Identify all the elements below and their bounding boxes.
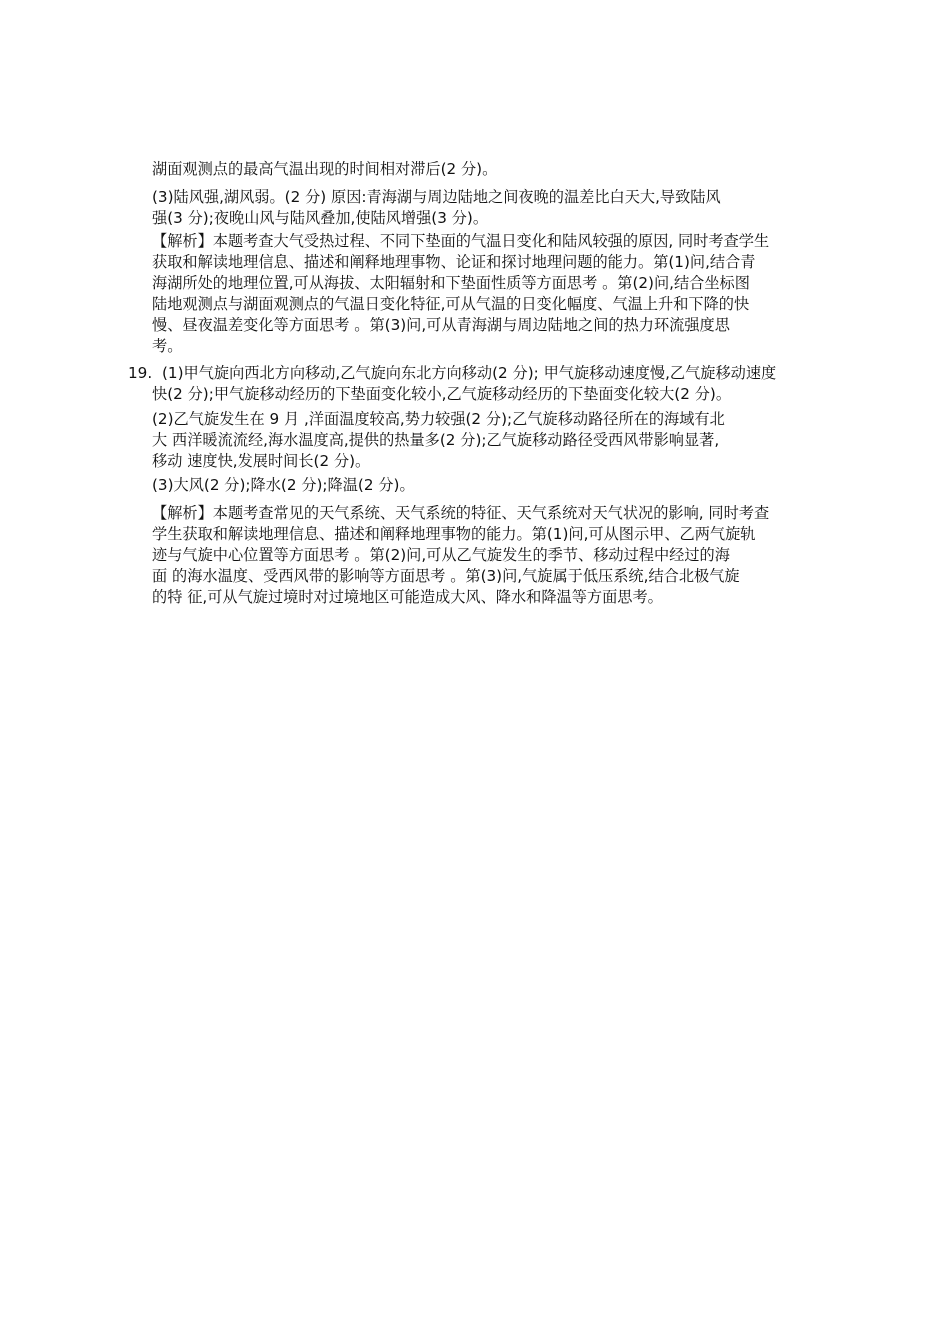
text-line: 获取和解读地理信息、描述和阐释地理事物、论证和探讨地理问题的能力。第(1)问,结合青 (152, 253, 756, 271)
text-line: 湖面观测点的最高气温出现的时间相对滞后(2 分)。 (152, 160, 498, 178)
analysis-18 (152, 231, 832, 357)
text-line: (1)甲气旋向西北方向移动,乙气旋向东北方向移动(2 分); 甲气旋移动速度慢,乙气旋移动速度 (162, 364, 777, 382)
text-line: 【解析】本题考查常见的天气系统、天气系统的特征、天气系统对天气状况的影响, 同时考查 (152, 504, 770, 522)
text-line: 学生获取和解读地理信息、描述和阐释地理事物的能力。第(1)问,可从图示甲、乙两气旋轨 (152, 525, 756, 543)
analysis-19 (152, 503, 832, 608)
answer-18-2-continuation (152, 159, 832, 180)
answer-19-1 (152, 363, 842, 405)
text-line: 陆地观测点与湖面观测点的气温日变化特征,可从气温的日变化幅度、气温上升和下降的快 (152, 295, 750, 313)
text-line: 移动 速度快,发展时间长(2 分)。 (152, 452, 371, 470)
text-line: 大 西洋暖流流经,海水温度高,提供的热量多(2 分);乙气旋移动路径受西风带影响显著, (152, 431, 720, 449)
question-number-19: 19. (128, 364, 153, 382)
text-line: 【解析】本题考查大气受热过程、不同下垫面的气温日变化和陆风较强的原因, 同时考查学生 (152, 232, 770, 250)
text-line: 迹与气旋中心位置等方面思考 。第(2)问,可从乙气旋发生的季节、移动过程中经过的海 (152, 546, 730, 564)
text-line: 考。 (152, 337, 183, 355)
text-line: (3)陆风强,湖风弱。(2 分) 原因:青海湖与周边陆地之间夜晚的温差比白天大,导致陆风 (152, 188, 721, 206)
text-line: 强(3 分);夜晚山风与陆风叠加,使陆风增强(3 分)。 (152, 209, 489, 227)
answer-18-3 (152, 187, 832, 229)
answer-19-2 (152, 409, 832, 472)
answer-19-3 (152, 475, 832, 496)
text-line: 面 的海水温度、受西风带的影响等方面思考 。第(3)问,气旋属于低压系统,结合北极气旋 (152, 567, 740, 585)
text-line: 的特 征,可从气旋过境时对过境地区可能造成大风、降水和降温等方面思考。 (152, 588, 663, 606)
text-line: 海湖所处的地理位置,可从海拔、太阳辐射和下垫面性质等方面思考 。第(2)问,结合坐标图 (152, 274, 750, 292)
text-line: 快(2 分);甲气旋移动经历的下垫面变化较小,乙气旋移动经历的下垫面变化较大(2 分)。 (152, 385, 732, 403)
text-line: (3)大风(2 分);降水(2 分);降温(2 分)。 (152, 476, 415, 494)
text-line: 慢、昼夜温差变化等方面思考 。第(3)问,可从青海湖与周边陆地之间的热力环流强度思 (152, 316, 730, 334)
text-line: (2)乙气旋发生在 9 月 ,洋面温度较高,势力较强(2 分);乙气旋移动路径所在的海域有北 (152, 410, 725, 428)
